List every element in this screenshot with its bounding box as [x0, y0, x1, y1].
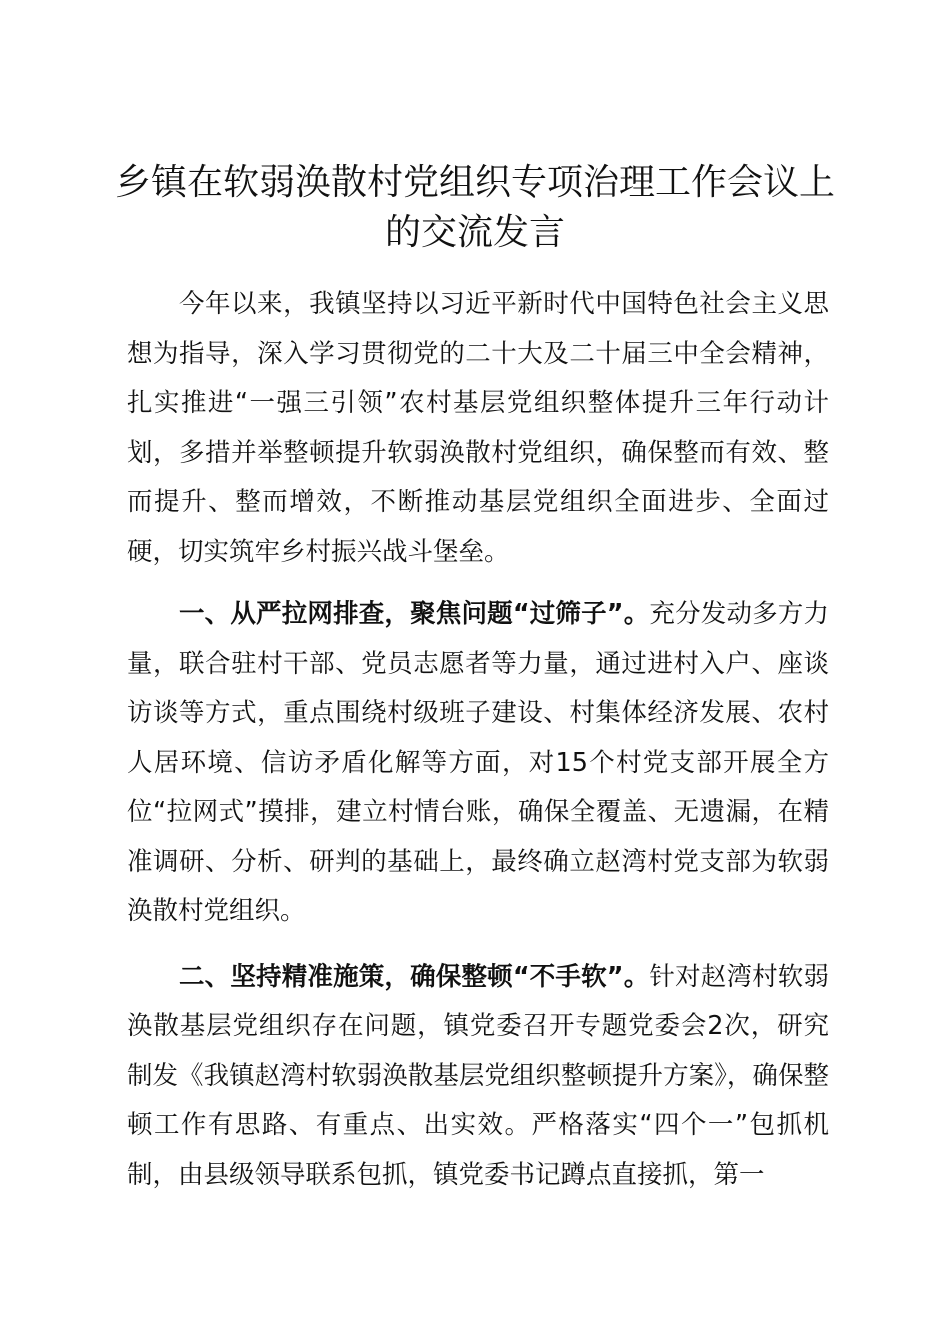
paragraph-text: 充分发动多方力量，联合驻村干部、党员志愿者等力量，通过进村入户、座谈访谈等方式，重点围绕村级班子建设、村集体经济发展、农村人居环境、信访矛盾化解等方面，对15个村党支部开展全方位“拉网式”摸排，建立村情台账，确保全覆盖、无遗漏，在精准调研、分析、研判的基础上，最终确立赵湾村党支部为软弱涣散村党组织。: [127, 599, 829, 926]
section-one-paragraph: [127, 590, 829, 937]
paragraph-text: 针对赵湾村软弱涣散基层党组织存在问题，镇党委召开专题党委会2次，研究制发《我镇赵湾村软弱涣散基层党组织整顿提升方案》，确保整顿工作有思路、有重点、出实效。严格落实“四个一”包抓机制，由县级领导联系包抓，镇党委书记蹲点直接抓，第一: [127, 961, 829, 1190]
section-two-heading: 二、坚持精准施策，确保整顿“不手软”。: [179, 961, 650, 992]
paragraph-text: 今年以来，我镇坚持以习近平新时代中国特色社会主义思想为指导，深入学习贯彻党的二十大及二十届三中全会精神，扎实推进“一强三引领”农村基层党组织整体提升三年行动计划，多措并举整顿提升软弱涣散村党组织，确保整而有效、整而提升、整而增效，不断推动基层党组织全面进步、全面过硬，切实筑牢乡村振兴战斗堡垒。: [127, 289, 829, 567]
intro-paragraph: [127, 280, 829, 577]
section-two-paragraph: [127, 953, 829, 1201]
document-body: [127, 280, 829, 1216]
document-title: 乡镇在软弱涣散村党组织专项治理工作会议上的交流发言: [114, 162, 835, 253]
section-one-heading: 一、从严拉网排查，聚焦问题“过筛子”。: [179, 599, 650, 629]
